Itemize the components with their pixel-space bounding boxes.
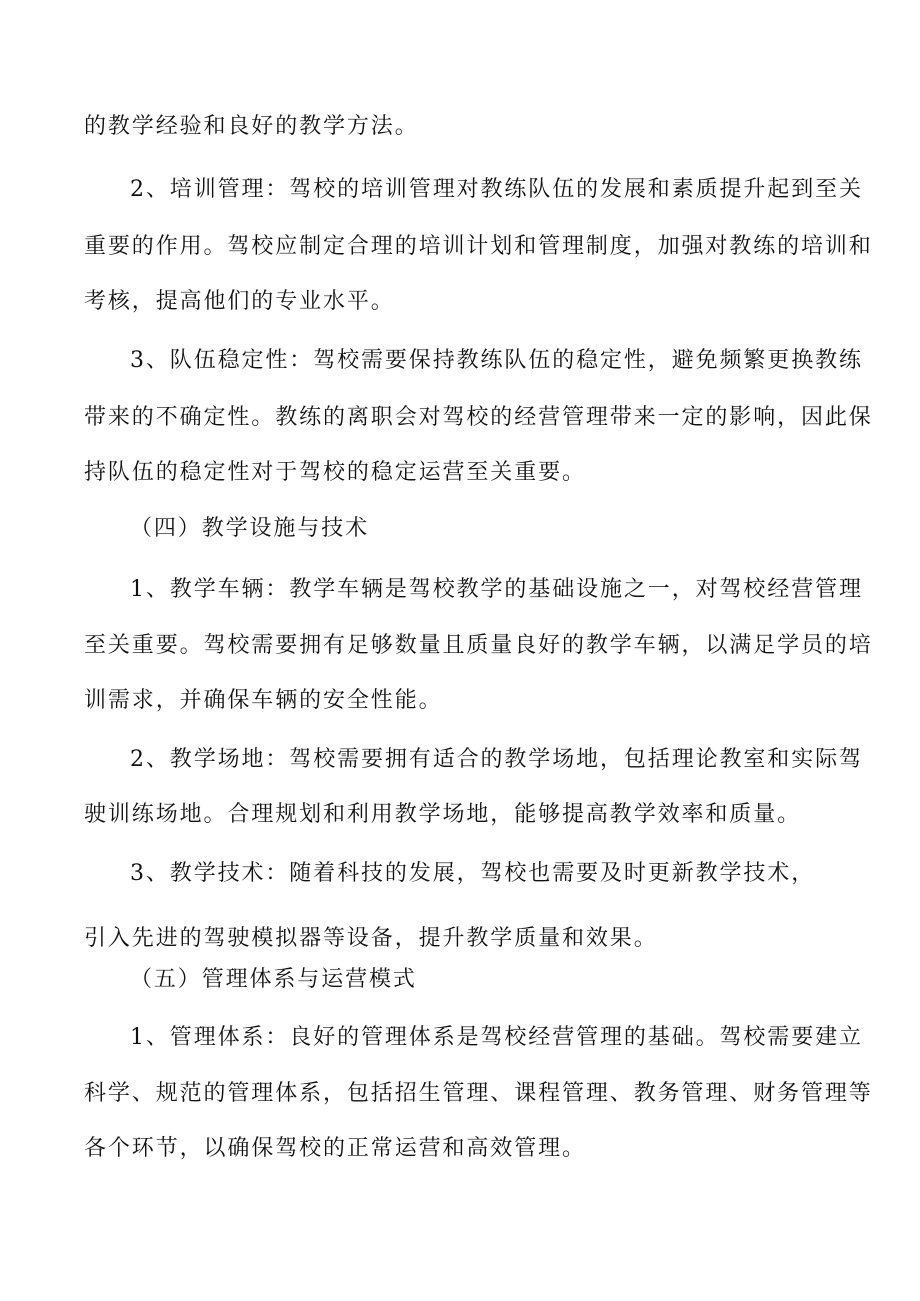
paragraph-line: 3、队伍稳定性：驾校需要保持教练队伍的稳定性，避免频繁更换教练 bbox=[130, 348, 863, 373]
paragraph-line: 2、培训管理：驾校的培训管理对教练队伍的发展和素质提升起到至关 bbox=[130, 177, 863, 202]
paragraph-line: 驶训练场地。合理规划和利用教学场地，能够提高教学效率和质量。 bbox=[84, 802, 802, 827]
paragraph-line: 各个环节，以确保驾校的正常运营和高效管理。 bbox=[84, 1136, 586, 1161]
section-heading: （五）管理体系与运营模式 bbox=[130, 967, 417, 992]
section-heading: （四）教学设施与技术 bbox=[130, 516, 370, 541]
paragraph-line: 考核，提高他们的专业水平。 bbox=[84, 289, 395, 314]
paragraph-line: 持队伍的稳定性对于驾校的稳定运营至关重要。 bbox=[84, 460, 586, 485]
paragraph-line: 3、教学技术：随着科技的发展，驾校也需要及时更新教学技术， bbox=[130, 861, 816, 886]
paragraph-line: 引入先进的驾驶模拟器等设备，提升教学质量和效果。 bbox=[84, 926, 658, 951]
paragraph-line: 重要的作用。驾校应制定合理的培训计划和管理制度，加强对教练的培训和 bbox=[84, 234, 873, 259]
paragraph-line: 训需求，并确保车辆的安全性能。 bbox=[84, 688, 443, 713]
paragraph-line: 1、教学车辆：教学车辆是驾校教学的基础设施之一，对驾校经营管理 bbox=[130, 577, 863, 602]
paragraph-line: 科学、规范的管理体系，包括招生管理、课程管理、教务管理、财务管理等 bbox=[84, 1081, 873, 1106]
paragraph-line: 2、教学场地：驾校需要拥有适合的教学场地，包括理论教室和实际驾 bbox=[130, 747, 863, 772]
paragraph-line: 1、管理体系：良好的管理体系是驾校经营管理的基础。驾校需要建立 bbox=[130, 1025, 863, 1050]
paragraph-line: 带来的不确定性。教练的离职会对驾校的经营管理带来一定的影响，因此保 bbox=[84, 405, 873, 430]
paragraph-line: 的教学经验和良好的教学方法。 bbox=[84, 114, 419, 139]
paragraph-line: 至关重要。驾校需要拥有足够数量且质量良好的教学车辆，以满足学员的培 bbox=[84, 633, 873, 658]
